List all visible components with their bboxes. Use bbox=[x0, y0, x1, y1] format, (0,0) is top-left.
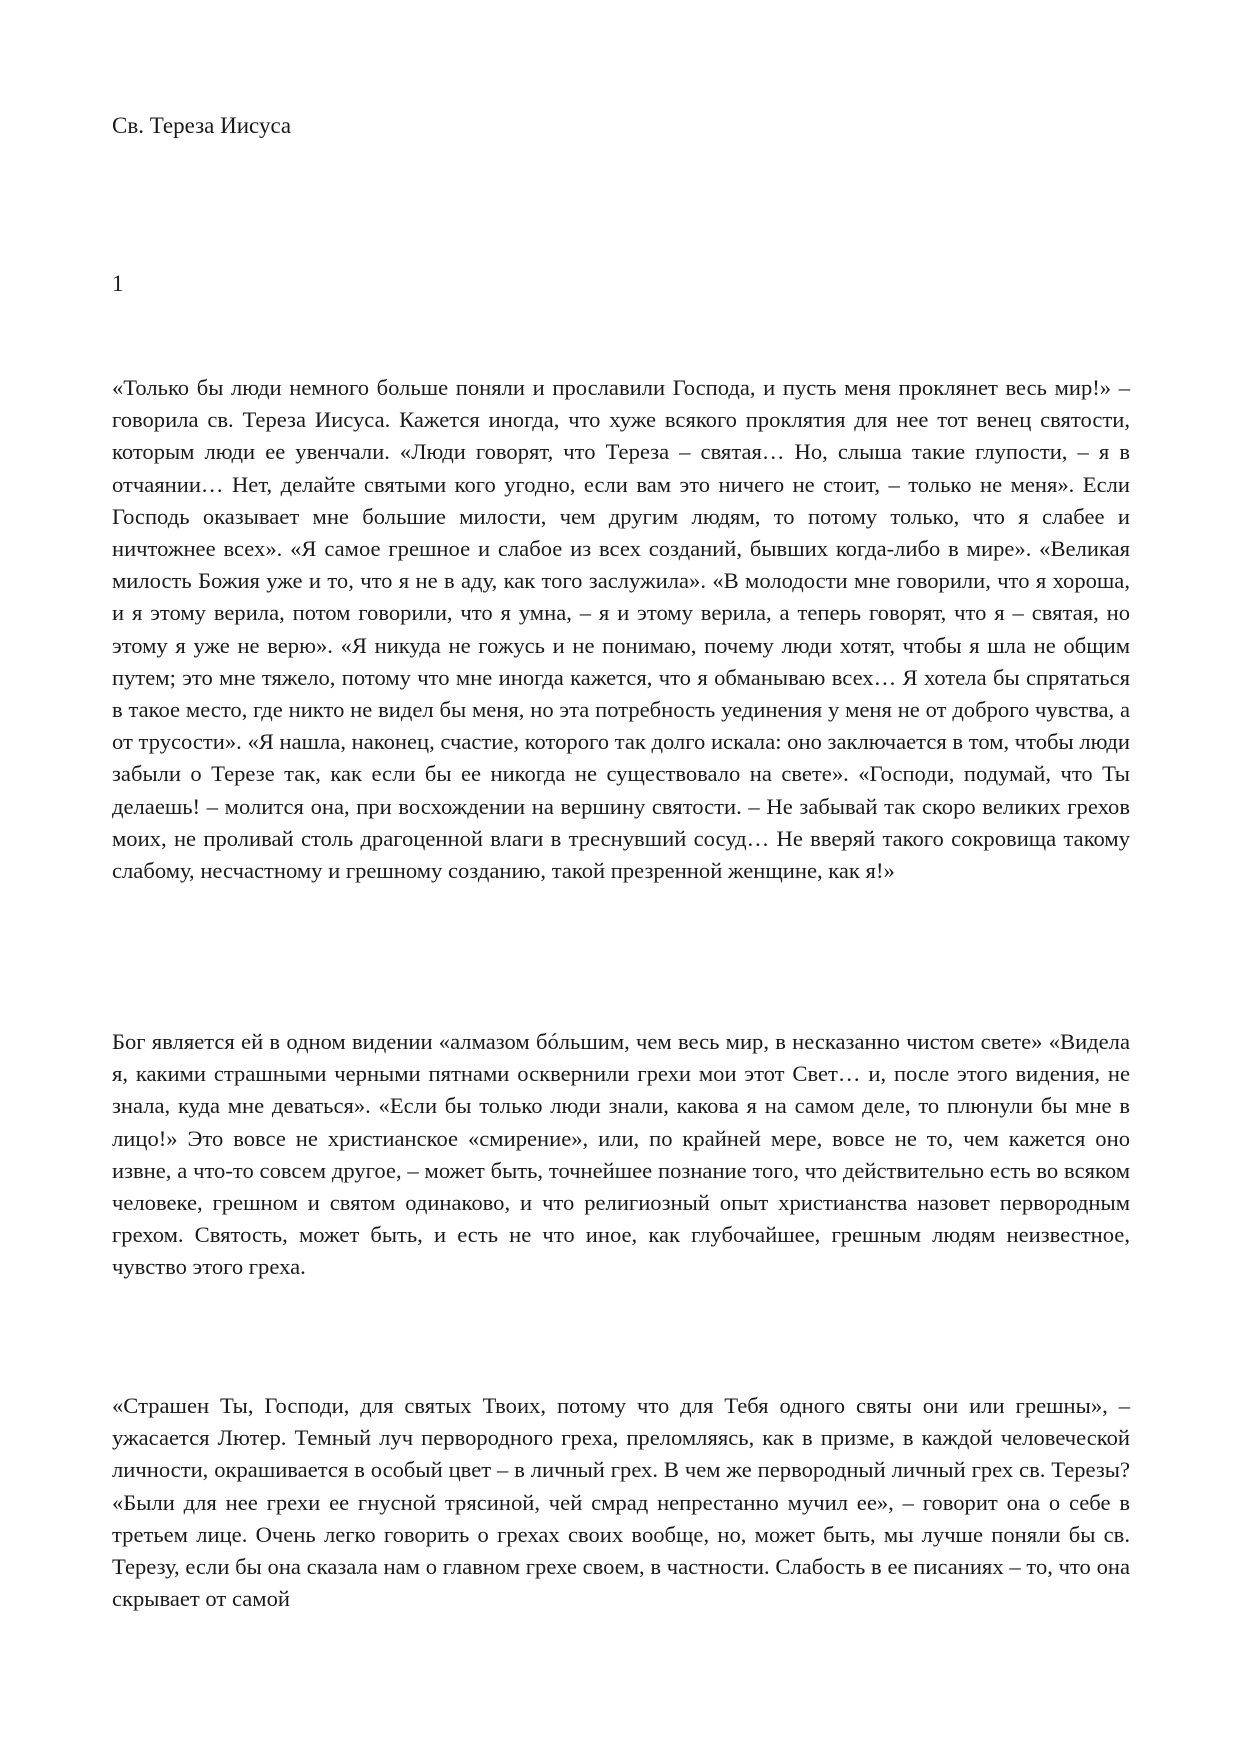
paragraph-2: Бог является ей в одном видении «алмазом бóльшим, чем весь мир, в несказанно чистом свете» «Видела я, какими страшными черными пятнами осквернили грехи мои этот Свет… и, после этого видения, не знала, куда мне деваться». «Если бы только люди знали, какова я на самом деле, то плюнули бы мне в лицо!» Это вовсе не христианское «смирение», или, по крайней мере, вовсе не то, чем кажется оно извне, а что-то совсем другое, – может быть, точнейшее познание того, что действительно есть во всяком человеке, грешном и святом одинаково, и что религиозный опыт христианства назовет первородным грехом. Святость, может быть, и есть не что иное, как глубочайшее, грешным людям неизвестное, чувство этого греха. bbox=[112, 1029, 1130, 1280]
chapter-number: 1 bbox=[112, 271, 124, 296]
document-title: Св. Тереза Иисуса bbox=[112, 113, 292, 138]
paragraph-3: «Страшен Ты, Господи, для святых Твоих, потому что для Тебя одного святы они или грешны», – ужасается Лютер. Темный луч первородного греха, преломляясь, как в призме, в каждой человеческой личности, окрашивается в особый цвет – в личный грех. В чем же первородный личный грех св. Терезы? «Были для нее грехи ее гнусной трясиной, чей смрад непрестанно мучил ее», – говорит она о себе в третьем лице. Очень легко говорить о грехах своих вообще, но, может быть, мы лучше поняли бы св. Терезу, если бы она сказала нам о главном грехе своем, в частности. Слабость в ее писаниях – то, что она скрывает от самой bbox=[112, 1393, 1130, 1612]
paragraph-1: «Только бы люди немного больше поняли и прославили Господа, и пусть меня проклянет весь мир!» – говорила св. Тереза Иисуса. Кажется иногда, что хуже всякого проклятия для нее тот венец святости, которым люди ее увенчали. «Люди говорят, что Тереза – святая… Но, слыша такие глупости, – я в отчаянии… Нет, делайте святыми кого угодно, если вам это ничего не стоит, – только не меня». Если Господь оказывает мне большие милости, чем другим людям, то потому только, что я слабее и ничтожнее всех». «Я самое грешное и слабое из всех созданий, бывших когда-либо в мире». «Великая милость Божия уже и то, что я не в аду, как того заслужила». «В молодости мне говорили, что я хороша, и я этому верила, потом говорили, что я умна, – я и этому верила, а теперь говорят, что я – святая, но этому я уже не верю». «Я никуда не гожусь и не понимаю, почему люди хотят, чтобы я шла не общим путем; это мне тяжело, потому что мне иногда кажется, что я обманываю всех… Я хотела бы спрятаться в такое место, где никто не видел бы меня, но эта потребность уединения у меня не от доброго чувства, а от трусости». «Я нашла, наконец, счастие, которого так долго искала: оно заключается в том, чтобы люди забыли о Терезе так, как если бы ее никогда не существовало на свете». «Господи, подумай, что Ты делаешь! – молится она, при восхождении на вершину святости. – Не забывай так скоро великих грехов моих, не проливай столь драгоценной влаги в треснувший сосуд… Не вверяй такого сокровища такому слабому, несчастному и грешному созданию, такой презренной женщине, как я!» bbox=[112, 375, 1130, 884]
